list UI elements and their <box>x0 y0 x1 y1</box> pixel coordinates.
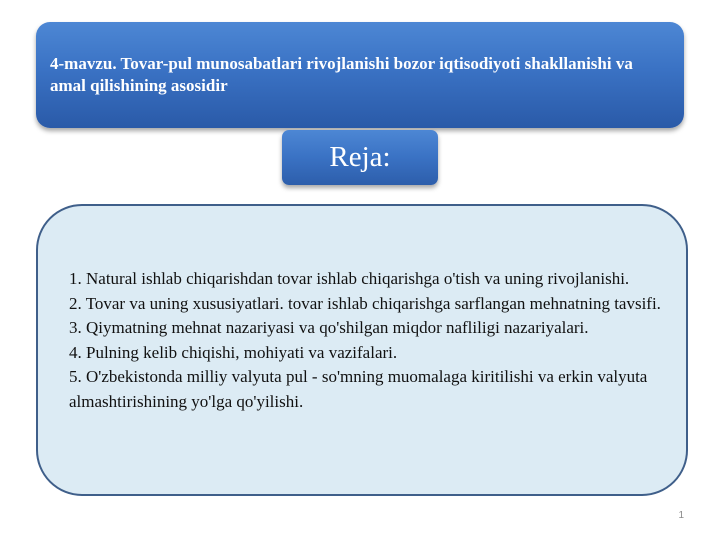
plan-item-3: 3. Qiymatning mehnat nazariyasi va qo'shilgan miqdor nafliligi nazariyalari. <box>69 318 589 337</box>
plan-heading-box <box>282 130 438 185</box>
slide-title-box <box>36 22 684 128</box>
slide-title: 4-mavzu. Tovar-pul munosabatlari rivojlanishi bozor iqtisodiyoti shakllanishi va amal qilishining asosidir <box>50 54 633 95</box>
plan-item-2: 2. Tovar va uning xususiyatlari. tovar ishlab chiqarishga sarflangan mehnatning tavsifi. <box>69 293 661 313</box>
plan-item-1: 1. Natural ishlab chiqarishdan tovar ishlab chiqarishga o'tish va uning rivojlanishi. <box>69 269 630 288</box>
plan-list-box <box>36 204 688 496</box>
plan-item-5: 5. O'zbekistonda milliy valyuta pul - so'mning muomalaga kiritilishi va erkin valyuta almashtirishining yo'lga qo'yilishi. <box>69 367 648 411</box>
plan-heading: Reja: <box>329 141 391 173</box>
plan-item-4: 4. Pulning kelib chiqishi, mohiyati va vazifalari. <box>69 342 398 362</box>
page-number: 1 <box>678 510 684 521</box>
